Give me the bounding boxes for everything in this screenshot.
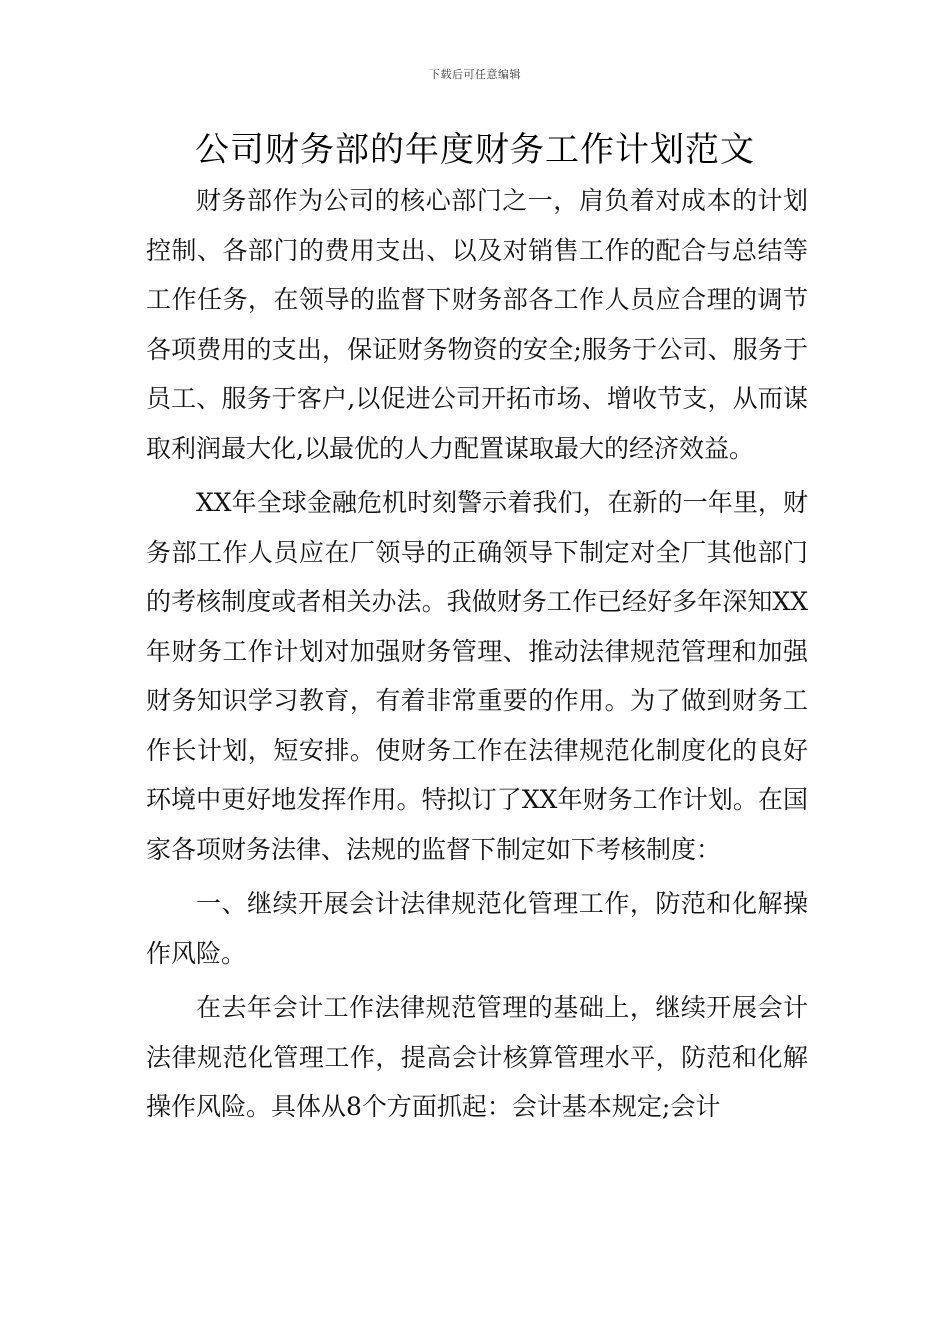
paragraph-crisis: XX年全球金融危机时刻警示着我们，在新的一年里，财务部工作人员应在厂领导的正确领导下制定对全厂其他部门的考核制度或者相关办法。我做财务工作已经好多年深知XX年财务工作计划对加强财务管理、推动法律规范管理和加强财务知识学习教育，有着非常重要的作用。为了做到财务工作长计划，短安排。使财务工作在法律规范化制度化的良好环境中更好地发挥作用。特拟订了XX年财务工作计划。在国家各项财务法律、法规的监督下制定如下考核制度： [146, 488, 808, 864]
document-body [146, 176, 808, 1132]
paragraph-section-body: 在去年会计工作法律规范管理的基础上，继续开展会计法律规范化管理工作，提高会计核算管理水平，防范和化解操作风险。具体从8个方面抓起：会计基本规定;会计 [146, 993, 808, 1121]
paragraph-intro: 财务部作为公司的核心部门之一，肩负着对成本的计划控制、各部门的费用支出、以及对销售工作的配合与总结等工作任务，在领导的监督下财务部各工作人员应合理的调节各项费用的支出，保证财务物资的安全;服务于公司、服务于员工、服务于客户,以促进公司开拓市场、增收节支，从而谋取利润最大化,以最优的人力配置谋取最大的经济效益。 [146, 186, 808, 463]
header-note: 下载后可任意编辑 [429, 68, 521, 81]
paragraph-section-heading: 一、继续开展会计法律规范化管理工作，防范和化解操作风险。 [146, 889, 808, 968]
document-title: 公司财务部的年度财务工作计划范文 [195, 130, 755, 170]
